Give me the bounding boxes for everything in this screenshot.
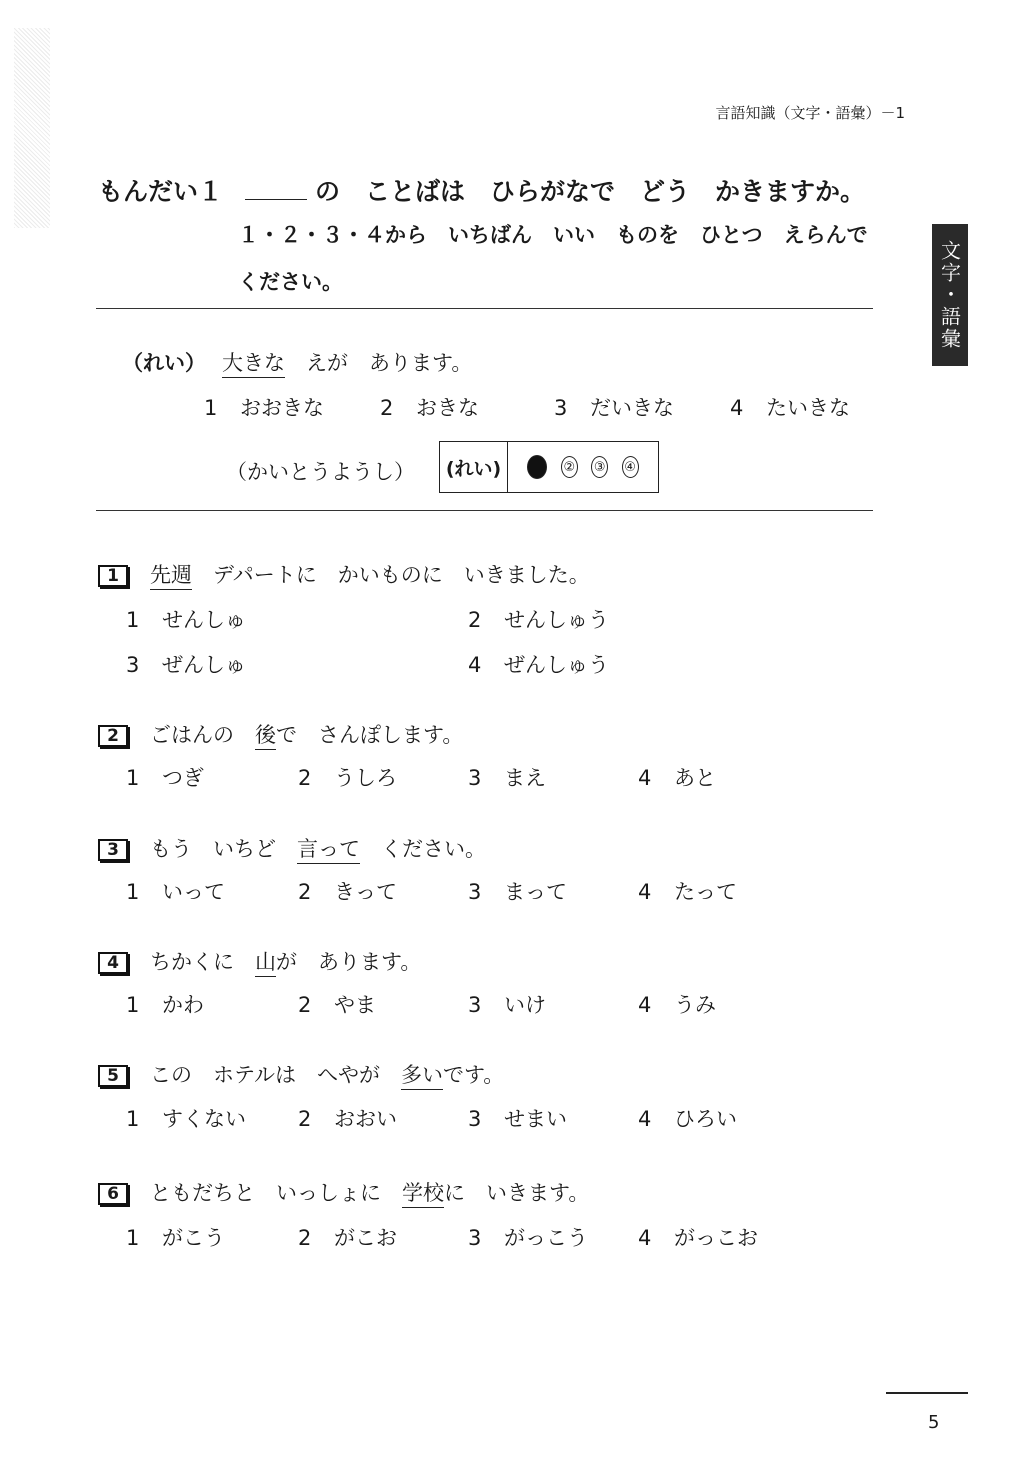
- underlined-word: 学校: [402, 1181, 444, 1208]
- q1-option-4: 4 ぜんしゅう: [468, 653, 609, 677]
- underlined-word: 後: [255, 723, 276, 750]
- blank-underline: [245, 177, 307, 200]
- instruction-line-1: １・２・３・４から いちばん いい ものを ひとつ えらんで: [238, 223, 868, 247]
- question-3: 3 もう いちど 言って ください。: [98, 833, 486, 863]
- example-label: （れい）: [122, 351, 206, 375]
- q5-option-1: 1 すくない: [126, 1107, 246, 1131]
- q5-option-4: 4 ひろい: [638, 1107, 737, 1131]
- example-option-3: 3 だいきな: [554, 396, 674, 420]
- q6-option-1: 1 がこう: [126, 1226, 225, 1250]
- answer-mark-4: ④: [622, 456, 639, 478]
- page-number: 5: [928, 1412, 940, 1433]
- divider-top: [96, 308, 873, 309]
- q1-option-2: 2 せんしゅう: [468, 608, 609, 632]
- example-underlined-word: 大きな: [222, 351, 285, 378]
- footer-rule: [886, 1392, 968, 1394]
- underlined-word: 山: [255, 950, 276, 977]
- example-sentence-rest: えが あります。: [306, 351, 473, 375]
- answer-mark-2: ②: [561, 456, 578, 478]
- question-6: 6 ともだちと いっしょに 学校に いきます。: [98, 1177, 589, 1207]
- q2-option-3: 3 まえ: [468, 766, 546, 790]
- q3-option-4: 4 たって: [638, 880, 737, 904]
- question-4: 4 ちかくに 山が あります。: [98, 946, 421, 976]
- q6-option-2: 2 がこお: [298, 1226, 397, 1250]
- question-number-box: 2: [98, 725, 128, 747]
- example-option-1: 1 おおきな: [204, 396, 324, 420]
- problem-heading: [98, 172, 865, 208]
- section-tab: 文字・語彙: [932, 224, 968, 366]
- example-option-2: 2 おきな: [380, 396, 479, 420]
- question-2: 2 ごはんの 後で さんぽします。: [98, 719, 463, 749]
- question-number-box: 5: [98, 1065, 128, 1087]
- q6-option-3: 3 がっこう: [468, 1226, 588, 1250]
- q5-option-2: 2 おおい: [298, 1107, 397, 1131]
- q2-option-2: 2 うしろ: [298, 766, 397, 790]
- underlined-word: 多い: [401, 1063, 443, 1090]
- scan-artifact: [14, 28, 50, 228]
- q4-option-3: 3 いけ: [468, 993, 546, 1017]
- q1-option-1: 1 せんしゅ: [126, 608, 246, 632]
- answer-marks: [508, 442, 658, 492]
- q2-option-1: 1 つぎ: [126, 766, 204, 790]
- q6-option-4: 4 がっこお: [638, 1226, 758, 1250]
- q4-option-4: 4 うみ: [638, 993, 716, 1017]
- q5-option-3: 3 せまい: [468, 1107, 567, 1131]
- underlined-word: 言って: [297, 837, 360, 864]
- answer-box-label: (れい): [440, 442, 508, 492]
- question-number-box: 6: [98, 1183, 128, 1205]
- question-number-box: 4: [98, 952, 128, 974]
- divider-bottom: [96, 510, 873, 511]
- question-1: 1 先週 デパートに かいものに いきました。: [98, 559, 590, 589]
- answer-sheet-box: [439, 441, 659, 493]
- q3-option-3: 3 まって: [468, 880, 567, 904]
- example-option-4: 4 たいきな: [730, 396, 850, 420]
- question-number-box: 3: [98, 839, 128, 861]
- q1-option-3: 3 ぜんしゅ: [126, 653, 246, 677]
- underlined-word: 先週: [150, 563, 192, 590]
- answer-mark-1-filled: [527, 455, 547, 479]
- question-5: 5 この ホテルは へやが 多いです。: [98, 1059, 504, 1089]
- q4-option-2: 2 やま: [298, 993, 376, 1017]
- problem-lead: の ことばは ひらがなで どう かきますか。: [315, 177, 866, 206]
- q4-option-1: 1 かわ: [126, 993, 204, 1017]
- page-header: 言語知識（文字・語彙）－1: [715, 104, 905, 122]
- q2-option-4: 4 あと: [638, 766, 716, 790]
- q3-option-1: 1 いって: [126, 880, 225, 904]
- example-sentence: [222, 347, 472, 377]
- answer-sheet-label: （かいとうようし）: [226, 460, 415, 484]
- instruction-line-2: ください。: [238, 270, 343, 294]
- q3-option-2: 2 きって: [298, 880, 397, 904]
- question-number-box: 1: [98, 565, 128, 587]
- problem-title: もんだい１: [98, 177, 224, 206]
- answer-mark-3: ③: [591, 456, 608, 478]
